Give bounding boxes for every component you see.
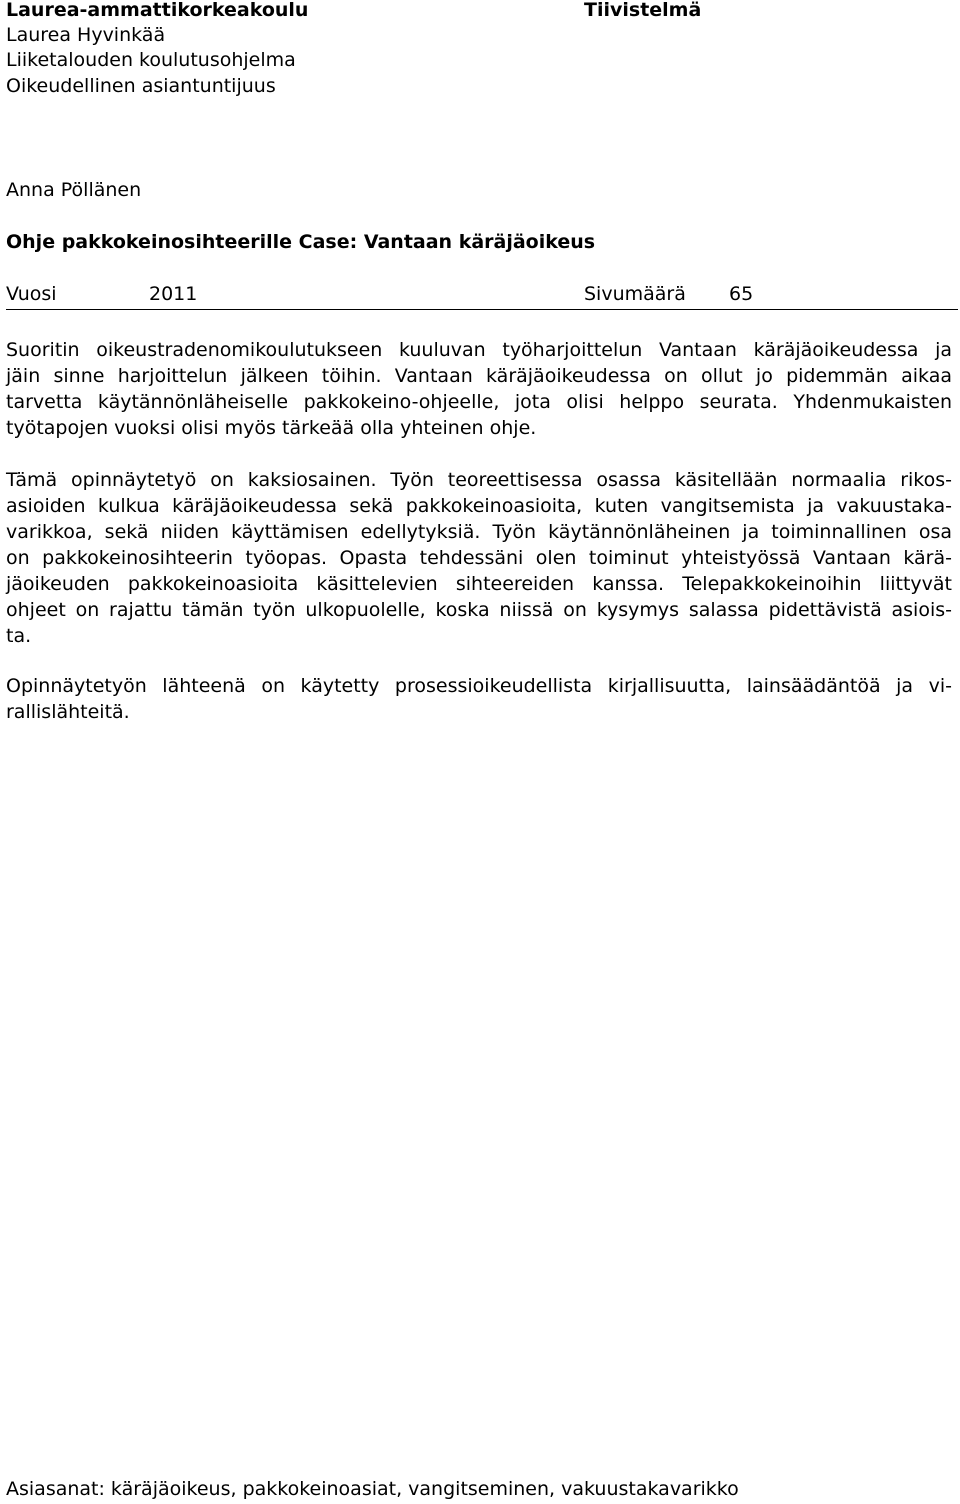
text-line: jäin sinne harjoittelun jälkeen töihin. Vantaan käräjäoikeudessa on ollut jo pidemmän aikaa <box>6 365 952 387</box>
text-line: jäoikeuden pakkokeinoasioita käsittelevien sihteereiden kanssa. Telepakkokeinoihin liittyvät <box>6 573 952 595</box>
text-line: on pakkokeinosihteerin työopas. Opasta tehdessäni olen toiminut yhteistyössä Vantaan kärä- <box>6 547 952 569</box>
document-type: Tiivistelmä <box>584 0 702 21</box>
pages-value: 65 <box>729 283 754 305</box>
text-line: Suoritin oikeustradenomikoulutukseen kuuluvan työharjoittelun Vantaan käräjäoikeudessa ja <box>6 339 952 361</box>
author-name: Anna Pöllänen <box>6 179 142 201</box>
abstract-paragraph-1 <box>6 337 952 441</box>
institution-name: Laurea-ammattikorkeakoulu <box>6 0 309 21</box>
text-line: Tämä opinnäytetyö on kaksiosainen. Työn teoreettisessa osassa käsitellään normaalia rikos- <box>6 469 952 491</box>
year-label: Vuosi <box>6 283 57 305</box>
thesis-title: Ohje pakkokeinosihteerille Case: Vantaan käräjäoikeus <box>6 231 596 253</box>
text-line: varikkoa, sekä niiden käyttämisen edellytyksiä. Työn käytännönläheinen ja toiminnallinen osa <box>6 521 952 543</box>
abstract-paragraph-3 <box>6 673 952 725</box>
header-divider <box>6 309 958 310</box>
text-line: Opinnäytetyön lähteenä on käytetty prosessioikeudellista kirjallisuutta, lainsäädäntöä ja vi- <box>6 675 952 697</box>
keywords: Asiasanat: käräjäoikeus, pakkokeinoasiat, vangitseminen, vakuustakavarikko <box>6 1478 739 1500</box>
text-line: asioiden kulkua käräjäoikeudessa sekä pakkokeinoasioita, kuten vangitsemista ja vakuustaka- <box>6 495 952 517</box>
abstract-paragraph-2 <box>6 467 952 649</box>
specialization: Oikeudellinen asiantuntijuus <box>6 75 276 97</box>
campus-name: Laurea Hyvinkää <box>6 24 166 46</box>
text-line: ohjeet on rajattu tämän työn ulkopuolelle, koska niissä on kysymys salassa pidettävistä asiois- <box>6 599 952 621</box>
degree-program: Liiketalouden koulutusohjelma <box>6 49 296 71</box>
text-line: työtapojen vuoksi olisi myös tärkeää olla yhteinen ohje. <box>6 417 537 439</box>
pages-label: Sivumäärä <box>584 283 686 305</box>
year-value: 2011 <box>149 283 198 305</box>
text-line: tarvetta käytännönläheiselle pakkokeino-ohjeelle, jota olisi helppo seurata. Yhdenmukaisten <box>6 391 952 413</box>
text-line: ta. <box>6 625 32 647</box>
text-line: rallislähteitä. <box>6 701 130 723</box>
